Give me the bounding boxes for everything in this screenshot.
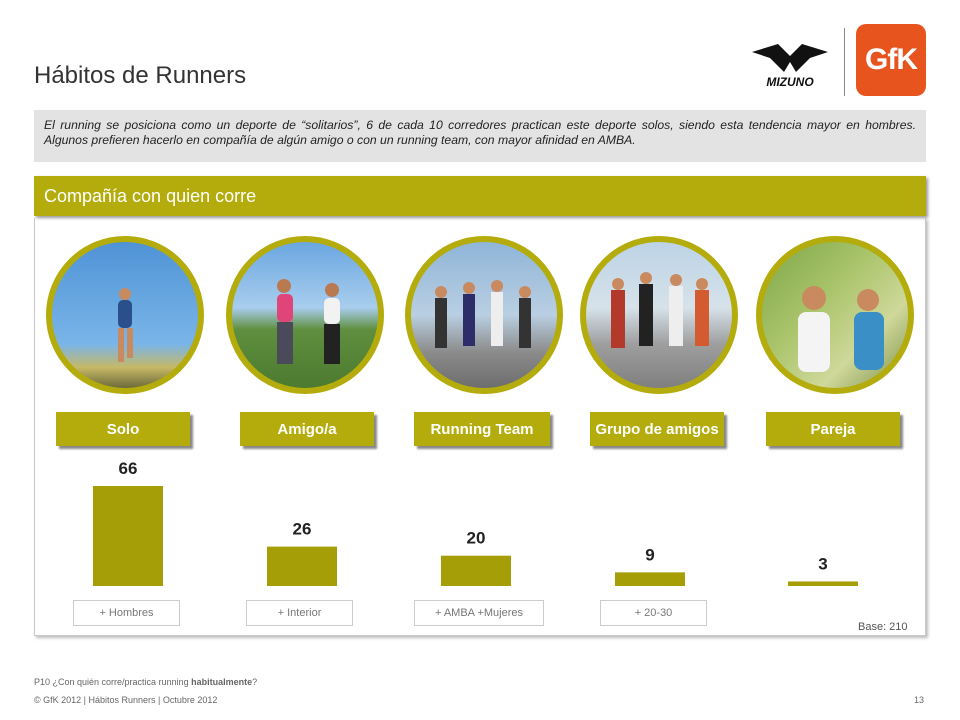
page-title: Hábitos de Runners [34, 62, 247, 89]
panel-header [34, 176, 926, 216]
note-hombres: + Hombres [73, 600, 180, 626]
footnote-bold: habitualmente [191, 677, 253, 687]
panel-title: Compañía con quien corre [44, 186, 257, 206]
gfk-logo: GfK [856, 24, 926, 96]
page-number: 13 [914, 695, 925, 705]
bar-value-label: 3 [818, 554, 828, 574]
category-label-solo: Solo [56, 412, 190, 446]
photo-solo [46, 236, 204, 394]
note-amba-mujeres: + AMBA +Mujeres [414, 600, 544, 626]
category-label-pareja: Pareja [766, 412, 900, 446]
bar-value-label: 66 [118, 459, 138, 478]
category-label-grupo-amigos: Grupo de amigos [590, 412, 724, 446]
photo-running-team [405, 236, 563, 394]
category-label-amigo: Amigo/a [240, 412, 374, 446]
note-interior: + Interior [246, 600, 353, 626]
bar-value-label: 20 [466, 528, 486, 548]
mizuno-logo [748, 38, 832, 92]
note-20-30: + 20-30 [600, 600, 707, 626]
logo-divider [844, 28, 845, 96]
photo-amigo [226, 236, 384, 394]
bar-value-label: 9 [645, 545, 655, 565]
footnote-prefix: P10 ¿Con quién corre/practica running [34, 677, 192, 687]
intro-text: El running se posiciona como un deporte de “solitarios”, 6 de cada 10 corredores practican este deporte solos, siendo esta tendencia mayor en hombres. Algunos prefieren hacerlo en compañía de algún amigo o con un running team, con mayor afinidad en AMBA. [34, 110, 926, 162]
photo-pareja [756, 236, 914, 394]
footnote-suffix: ? [252, 677, 258, 687]
footnote [34, 677, 257, 687]
svg-text:MIZUNO: MIZUNO [766, 75, 814, 89]
base-note: Base: 210 [858, 621, 908, 633]
footer: © GfK 2012 | Hábitos Runners | Octubre 2012 [34, 695, 218, 705]
photo-grupo-amigos [580, 236, 738, 394]
category-label-running-team: Running Team [414, 412, 550, 446]
bar-value-label: 26 [292, 519, 312, 539]
